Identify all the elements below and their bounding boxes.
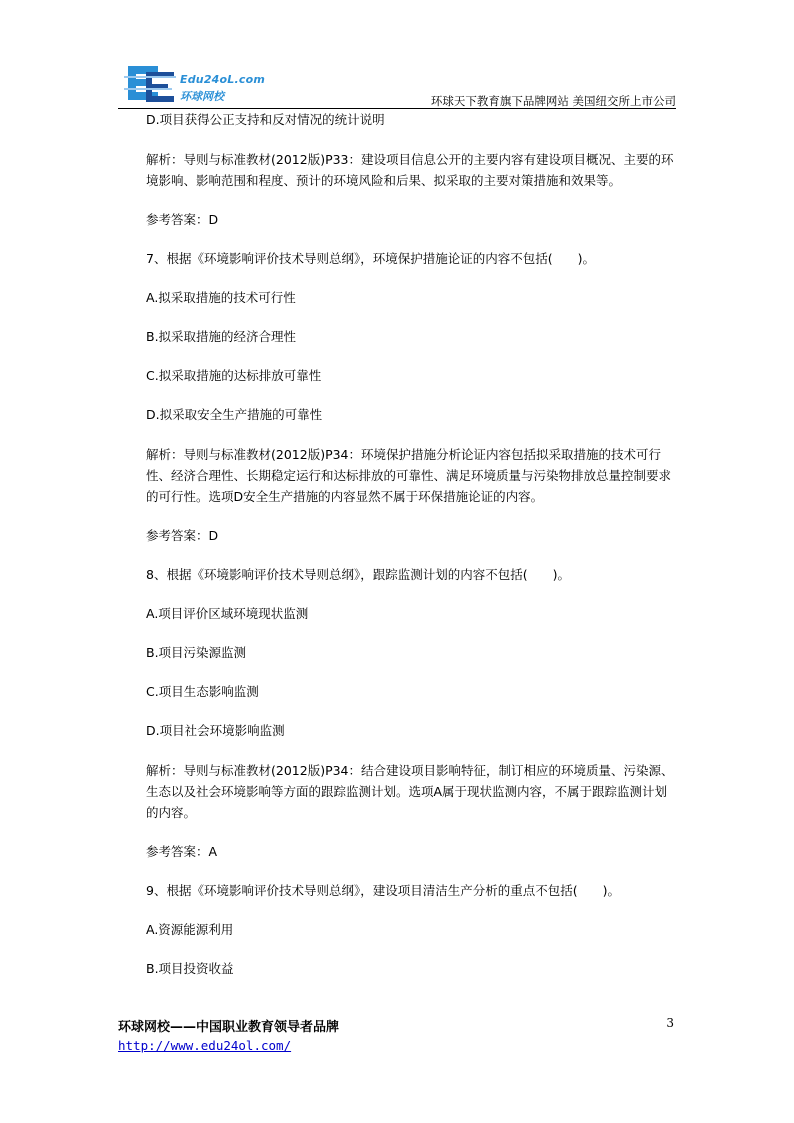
question-8: 8、根据《环境影响评价技术导则总纲》，跟踪监测计划的内容不包括( )。	[146, 567, 570, 582]
logo-text-english: Edu24oL.com	[180, 73, 266, 86]
footer-brand-slogan: 环球网校——中国职业教育领导者品牌	[118, 1020, 340, 1035]
answer-line: 参考答案：D	[146, 212, 219, 227]
option-a-text: A.资源能源利用	[146, 922, 234, 937]
option-b-text: B.拟采取措施的经济合理性	[146, 329, 297, 344]
explanation-paragraph: 解析：导则与标准教材(2012版)P34：环境保护措施分析论证内容包括拟采取措施的技术可行性、经济合理性、长期稳定运行和达标排放的可靠性、满足环境质量与污染物排放总量控制要求的可行性。选项D安全生产措施的内容显然不属于环保措施论证的内容。	[146, 447, 672, 504]
page-footer	[118, 1016, 676, 1060]
edu24ol-logo	[124, 62, 264, 106]
option-a-text: A.项目评价区域环境现状监测	[146, 606, 309, 621]
option-d-text: D.项目社会环境影响监测	[146, 723, 285, 738]
question-7: 7、根据《环境影响评价技术导则总纲》，环境保护措施论证的内容不包括( )。	[146, 251, 595, 266]
document-body	[146, 110, 676, 998]
answer-line: 参考答案：A	[146, 844, 218, 859]
website-link[interactable]: http://www.edu24ol.com/	[118, 1038, 292, 1053]
page-header	[118, 56, 676, 110]
explanation-paragraph: 解析：导则与标准教材(2012版)P33：建设项目信息公开的主要内容有建设项目概况、主要的环境影响、影响范围和程度、预计的环境风险和后果、拟采取的主要对策措施和效果等。	[146, 152, 674, 188]
logo-text-chinese: 环球网校	[180, 90, 224, 103]
option-c-text: C.项目生态影响监测	[146, 684, 259, 699]
explanation-paragraph: 解析：导则与标准教材(2012版)P34：结合建设项目影响特征，制订相应的环境质量、污染源、生态以及社会环境影响等方面的跟踪监测计划。选项A属于现状监测内容，不属于跟踪监测计划的内容。	[146, 763, 674, 820]
option-d-text: D.项目获得公正支持和反对情况的统计说明	[146, 112, 385, 127]
page-number: 3	[666, 1016, 674, 1030]
answer-line: 参考答案：D	[146, 528, 219, 543]
option-d-text: D.拟采取安全生产措施的可靠性	[146, 407, 323, 422]
option-a-text: A.拟采取措施的技术可行性	[146, 290, 296, 305]
option-c-text: C.拟采取措施的达标排放可靠性	[146, 368, 322, 383]
option-b-text: B.项目污染源监测	[146, 645, 247, 660]
question-9: 9、根据《环境影响评价技术导则总纲》，建设项目清洁生产分析的重点不包括( )。	[146, 883, 620, 898]
option-b-text: B.项目投资收益	[146, 961, 234, 976]
header-divider	[118, 108, 676, 109]
header-tagline: 环球天下教育旗下品牌网站 美国纽交所上市公司	[430, 94, 676, 108]
logo-mark-icon	[124, 62, 180, 106]
